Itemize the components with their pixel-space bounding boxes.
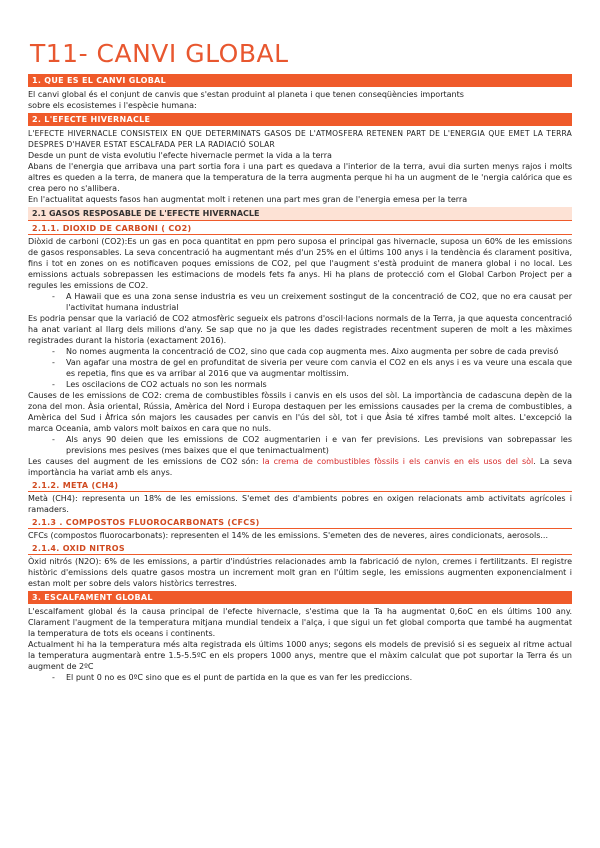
text-run: . La seva importància ha variat amb els anys. bbox=[28, 457, 572, 477]
bullet-list bbox=[28, 672, 572, 683]
paragraph: Causes de les emissions de CO2: crema de combustibles fòssils i canvis en els usos del sòl. La importància de cadascuna depèn de la zona del mon. Àsia oriental, Rússia, Amèrica del Nord i Europa destaquen per les emissions causades per la crema de combustibles, a Amèrica del Sud i Àfrica són majors les causades per canvis en l'ús del sòl, tot i que Àsia té xifres també molt altes. L'excepció la marca Oceania, amb valors molt baixos en cara que no nuls. bbox=[28, 391, 572, 433]
paragraph: Abans de l'energia que arribava una part sortia fora i una part es quedava a l'interior de la terra, avui dia surten menys rajos i molts altres es queden a la terra, de manera que la temperatura de la terra augmenta perque hi ha un augment de le 'nergia calórica que es crea pero no s'allibera. bbox=[28, 162, 572, 193]
text-run: Les causes del augment de les emissions de CO2 són: bbox=[28, 457, 263, 466]
section-heading-efecte-hivernacle: 2. L'EFECTE HIVERNACLE bbox=[28, 113, 572, 126]
subheading-cfcs: 2.1.3 . COMPOSTOS FLUOROCARBONATS (CFCS) bbox=[28, 517, 572, 529]
bullet-list bbox=[28, 291, 572, 313]
paragraph: Òxid nitrós (N2O): 6% de les emissions, a partir d'indústries relacionades amb la fabricació de nylon, cremes i fertilitzants. El registre històric d'emissions dels quatre gasos mostra un increment molt gran en l'últim segle, les emissions augmenten exponencialment i estan molt per sobre dels valors històrics terrestres. bbox=[28, 557, 572, 588]
paragraph: Desde un punt de vista evolutiu l'efecte hivernacle permet la vida a la terra bbox=[28, 151, 332, 160]
page-title: T11- CANVI GLOBAL bbox=[30, 39, 289, 68]
paragraph: CFCs (compostos fluorocarbonats): representen el 14% de les emissions. S'emeten des de neveres, aires condicionats, aerosols... bbox=[28, 531, 548, 540]
paragraph-definition: L'EFECTE HIVERNACLE CONSISTEIX EN QUE DETERMINATS GASOS DE L'ATMOSFERA RETENEN PART DE L'ENERGIA QUE EMET LA TERRA DESPRES D'HAVER ESTAT ESCALFADA PER LA RADIACIÓ SOLAR bbox=[28, 129, 572, 149]
paragraph: Es podria pensar que la variació de CO2 atmosfèric segueix els patrons d'oscil·lacions normals de la Terra, ja que aquesta concentració ha anat variant al llarg dels milions d'any. Se sap que no ja que les dades registrades recentment superen de molt a les màximes registrades durant la historia (exactament 2016). bbox=[28, 314, 572, 345]
paragraph: L'escalfament global és la causa principal de l'efecte hivernacle, s'estima que la Ta ha augmentat 0,6oC en els últims 100 any. Clarament l'augment de la temperatura mitjana mundial tendeix a l'alça, i que sigui un fet global comporta que també ha augmentat la temperatura de tots els oceans i continents. bbox=[28, 607, 572, 638]
list-item: - Van agafar una mostra de gel en profunditat de siveria per veure com canvia el CO2 en els anys i es va veure una escala que es repetia, fins que es va arribar al 2016 que va augmentar moltissim. bbox=[66, 357, 572, 379]
paragraph: sobre els ecosistemes i l'espècie humana: bbox=[28, 101, 197, 110]
paragraph: Diòxid de carboni (CO2):Es un gas en poca quantitat en ppm pero suposa el principal gas hivernacle, suposa un 60% de les emissions de gasos responsables. La seva concentració ha augmentant més d'un 25% en el últims 100 anys i la tendència és clarament positiva, fins i tot en zones on es notificaven poques emissions de CO2, pel que l'augment s'està produint de manera global i no local. Les emissions actuals sobrepassen les estimacions de models fets fa anys. Hi ha plans de protecció com el Global Carbon Project per a regules les emissions de CO2. bbox=[28, 237, 572, 290]
list-item: - Als anys 90 deien que les emissions de CO2 augmentarien i e van fer previsions. Les previsions van sobrepassar les previsions mes pesives (mes baixes que el que tenimactualment) bbox=[66, 434, 572, 456]
paragraph: Actualment hi ha la temperatura més alta registrada els últims 1000 anys; segons els models de previsió si es segueix al ritme actual la temperatura augmentarà entre 1.5-5.5ºC en els propers 1000 anys, mentre que el màxim calculat que pot suportar la Terra és un augment de 2ºC bbox=[28, 640, 572, 671]
highlight-text: la crema de combustibles fòssils i els canvis en els usos del sòl bbox=[262, 457, 534, 466]
section-heading-escalfament-global: 3. ESCALFAMENT GLOBAL bbox=[28, 591, 572, 604]
paragraph: En l'actualitat aquests fasos han augmentat molt i retenen una part mes gran de l'energia emesa per la terra bbox=[28, 195, 468, 204]
paragraph-causes bbox=[28, 456, 572, 478]
list-item: - No nomes augmenta la concentració de CO2, sino que cada cop augmenta mes. Aixo augmenta per sobre de cada previsó bbox=[66, 346, 572, 357]
list-item: - A Hawaii que es una zona sense industria es veu un creixement sostingut de la concentració de CO2, que no era causat per l'activitat humana industrial bbox=[66, 291, 572, 313]
list-item: - El punt 0 no es 0ºC sino que es el punt de partida en la que es van fer les prediccions. bbox=[66, 672, 572, 683]
paragraph: El canvi global és el conjunt de canvis que s'estan produint al planeta i que tenen conseqüències importants bbox=[28, 90, 464, 99]
subheading-co2: 2.1.1. DIOXID DE CARBONI ( CO2) bbox=[28, 223, 572, 235]
list-item: - Les oscilacions de CO2 actuals no son les normals bbox=[66, 379, 572, 390]
subsection-heading-gasos: 2.1 GASOS RESPOSABLE DE L'EFECTE HIVERNACLE bbox=[28, 207, 572, 221]
paragraph: Metà (CH4): representa un 18% de les emissions. S'emet des d'ambients pobres en oxigen relacionats amb activitats agrícoles i ramaders. bbox=[28, 494, 572, 514]
section-heading-canvi-global: 1. QUE ES EL CANVI GLOBAL bbox=[28, 74, 572, 87]
bullet-list bbox=[28, 346, 572, 390]
bullet-list bbox=[28, 434, 572, 456]
subheading-n2o: 2.1.4. OXID NITROS bbox=[28, 543, 572, 555]
subheading-ch4: 2.1.2. META (CH4) bbox=[28, 480, 572, 492]
